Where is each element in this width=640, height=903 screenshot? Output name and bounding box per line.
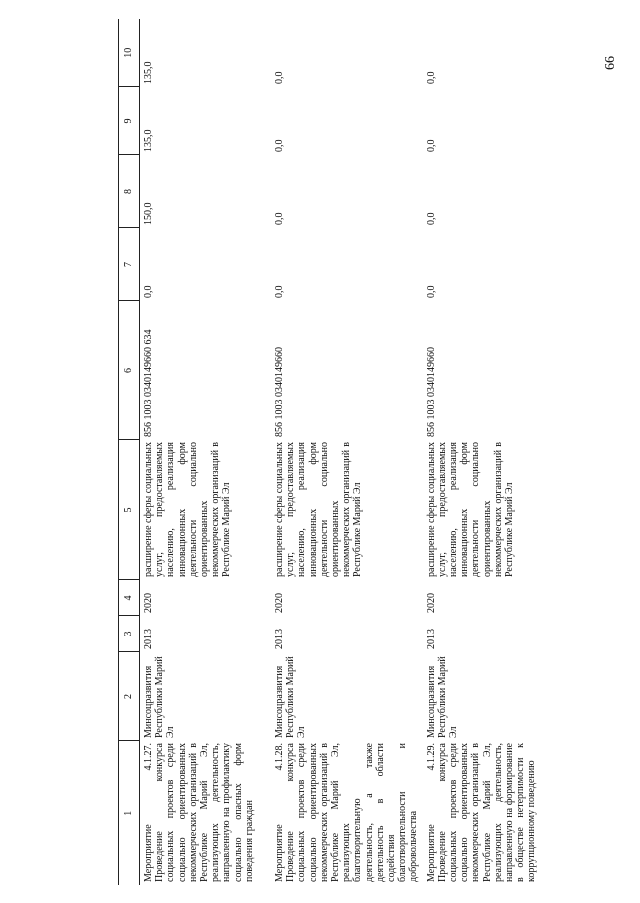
column-header: 5 xyxy=(119,440,140,580)
value-cell: 0,0 xyxy=(274,212,285,225)
budget-code-cell: 856 1003 0340149660 xyxy=(274,347,285,437)
executor-cell: Минсоцразвития Республики Марий Эл xyxy=(143,656,177,738)
value-cell: 0,0 xyxy=(425,139,437,152)
value-cell: 0,0 xyxy=(143,285,154,298)
column-header: 10 xyxy=(119,19,140,87)
start-year-cell: 2013 xyxy=(425,629,437,649)
header-row xyxy=(119,19,140,885)
program-activities-table xyxy=(118,19,541,885)
executor-cell: Минсоцразвития Республики Марий Эл xyxy=(274,656,308,738)
column-header: 1 xyxy=(119,741,140,885)
column-header: 9 xyxy=(119,87,140,155)
budget-code-cell: 856 1003 0340149660 634 xyxy=(143,329,154,437)
budget-code-cell: 856 1003 0340149660 xyxy=(425,347,437,437)
value-cell: 150,0 xyxy=(143,202,154,225)
value-cell: 0,0 xyxy=(274,285,285,298)
start-year-cell: 2013 xyxy=(143,629,154,649)
event-name-cell: Мероприятие 4.1.29. Проведение конкурса социальных проектов среди социально ориентированных некоммерческих организаций в Республике Марий Эл, реализующих деятельность, направленную на формирование в обществе нетерпимости к коррупционному поведению xyxy=(425,743,538,882)
page-number: 66 xyxy=(603,56,618,70)
event-name-cell: Мероприятие 4.1.28. Проведение конкурса социальных проектов среди социально ориентированных некоммерческих организаций в Республике Марий Эл, реализующих благотворительную деятельность, а также деятельность в области содействия благотворительности и добровольчества xyxy=(274,743,420,882)
table-row xyxy=(140,19,272,885)
value-cell: 135,0 xyxy=(143,61,154,84)
column-header: 8 xyxy=(119,155,140,228)
table-row xyxy=(271,19,423,885)
end-year-cell: 2020 xyxy=(425,593,437,613)
value-cell: 0,0 xyxy=(425,71,437,84)
value-cell: 0,0 xyxy=(425,212,437,225)
value-cell: 135,0 xyxy=(143,129,154,152)
column-header: 6 xyxy=(119,301,140,440)
end-year-cell: 2020 xyxy=(274,593,285,613)
table-row xyxy=(423,19,541,885)
column-header: 3 xyxy=(119,616,140,652)
value-cell: 0,0 xyxy=(274,139,285,152)
executor-cell: Минсоцразвития Республики Марий Эл xyxy=(425,656,460,738)
value-cell: 0,0 xyxy=(274,71,285,84)
value-cell: 0,0 xyxy=(425,285,437,298)
column-header: 7 xyxy=(119,228,140,301)
column-header: 2 xyxy=(119,652,140,741)
expected-result-cell: расширение сферы социальных услуг, предоставляемых населению, реализация инновационных форм деятельности социально ориентированных некоммерческих организаций в Республике Марий Эл xyxy=(143,442,233,577)
expected-result-cell: расширение сферы социальных услуг, предоставляемых населению, реализация инновационных форм деятельности социально ориентированных некоммерческих организаций в Республике Марий Эл xyxy=(425,442,516,577)
expected-result-cell: расширение сферы социальных услуг, предоставляемых населению, реализация инновационных форм деятельности социально ориентированных некоммерческих организаций в Республике Марий Эл xyxy=(274,442,364,577)
column-header: 4 xyxy=(119,580,140,616)
end-year-cell: 2020 xyxy=(143,593,154,613)
event-name-cell: Мероприятие 4.1.27. Проведение конкурса социальных проектов среди социально ориентированных некоммерческих организаций в Республике Марий Эл, реализующих деятельность, направленную на профилактику социально опасных форм поведения граждан xyxy=(143,743,255,882)
rotated-table-container xyxy=(118,19,538,885)
start-year-cell: 2013 xyxy=(274,629,285,649)
